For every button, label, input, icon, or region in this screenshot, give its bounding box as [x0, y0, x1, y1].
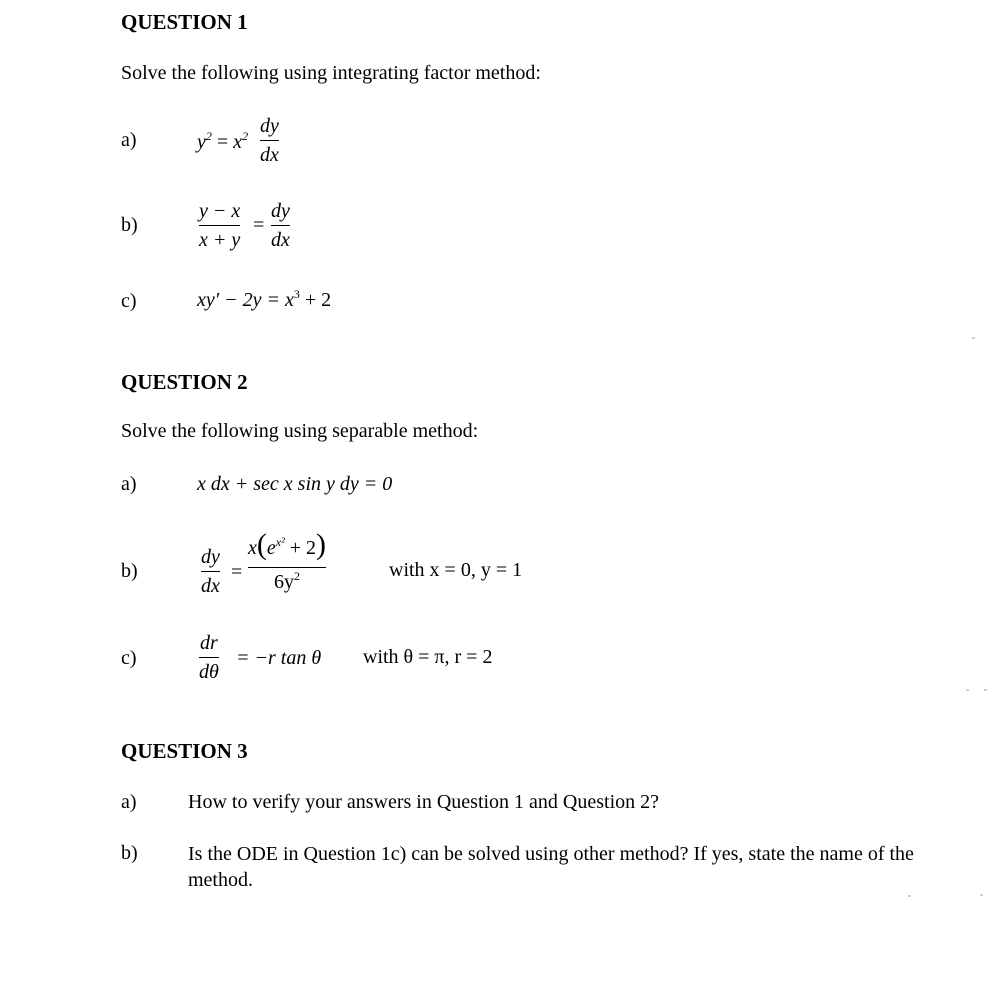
q2c-condition: with θ = π, r = 2 [363, 646, 493, 668]
q2b-equals: = [231, 561, 243, 583]
question-2-instruction: Solve the following using separable method: [121, 420, 479, 442]
q1a-denominator: dx [260, 144, 279, 166]
q2a-equation: x dx + sec x sin y dy = 0 [197, 473, 393, 495]
q2b-label: b) [121, 560, 138, 582]
scan-speck [966, 689, 969, 691]
scan-speck [980, 894, 983, 896]
q2b-right-fraction [248, 528, 326, 594]
q1a-label: a) [121, 129, 137, 151]
q3a-label: a) [121, 791, 137, 813]
q1b-right-fraction [271, 199, 290, 252]
q2b-right-numerator: $x(e^{x^2} + 2)$ [248, 528, 326, 561]
q2c-numerator: dr [200, 632, 218, 654]
q2c-derivative [199, 631, 219, 684]
q1b-equals: = [253, 214, 265, 236]
question-2-title: QUESTION 2 [121, 370, 248, 394]
q3a-text: How to verify your answers in Question 1 and Question 2? [188, 791, 660, 813]
scan-speck [908, 895, 911, 897]
q2b-left-fraction [201, 545, 220, 598]
question-1-title: QUESTION 1 [121, 10, 248, 34]
q2b-condition: with x = 0, y = 1 [389, 559, 523, 581]
q2b-left-numerator: dy [201, 546, 220, 568]
q1b-right-numerator: dy [271, 200, 290, 222]
q1b-left-numerator: y − x [199, 200, 241, 222]
question-1-instruction: Solve the following using integrating factor method: [121, 62, 541, 84]
q1a-derivative [260, 114, 279, 167]
q1c-equation: $xy' - 2y = x^3 + 2$ [197, 287, 332, 311]
q1b-label: b) [121, 214, 138, 236]
scan-speck [984, 689, 987, 691]
q2c-label: c) [121, 647, 137, 669]
q1b-right-denominator: dx [271, 229, 290, 251]
q1c-label: c) [121, 290, 137, 312]
q1b-left-denominator: x + y [199, 229, 241, 251]
q1a-numerator: dy [260, 115, 279, 137]
q1b-left-fraction [199, 199, 240, 252]
question-3-title: QUESTION 3 [121, 739, 248, 763]
q2b-right-denominator: $6y^2$ [274, 569, 300, 593]
q3b-text: Is the ODE in Question 1c) can be solved using other method? If yes, state the name of the method. [188, 843, 914, 891]
q3b-label: b) [121, 842, 138, 864]
q1a-lhs: $y^2 = x^2$ [197, 129, 249, 153]
q2a-label: a) [121, 473, 137, 495]
q2c-denominator: dθ [199, 661, 219, 683]
q2b-left-denominator: dx [201, 575, 220, 597]
q2c-rhs: = −r tan θ [236, 647, 322, 669]
scan-speck [972, 337, 975, 339]
